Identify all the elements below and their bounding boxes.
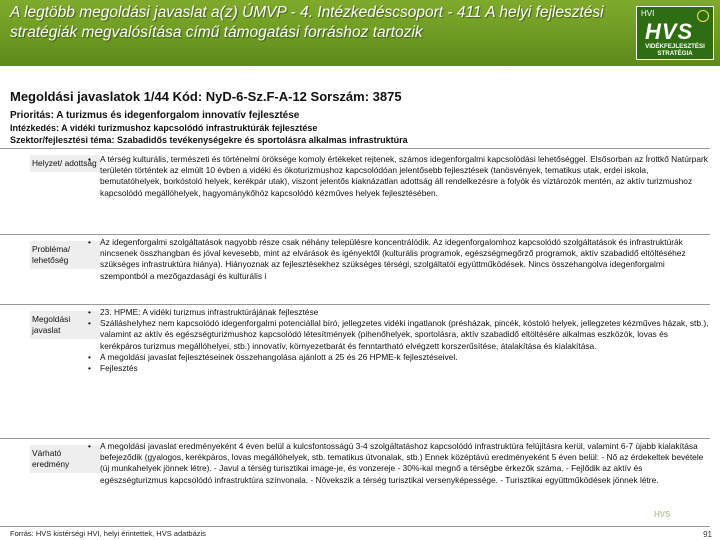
section-label: Helyzet/ adottság [30,155,100,172]
section-content [86,441,710,486]
list-item: • Fejlesztés [100,363,710,374]
section-divider [0,526,710,527]
section-content [86,237,710,282]
list-item: • 23. HPME: A vidéki turizmus infrastruktúrájának fejlesztése [100,307,710,318]
list-item: • A megoldási javaslat eredményeként 4 éven belül a kulcsfontosságú 3-4 szolgáltatáshoz kapcsolódó infrastruktúra felújításra kerül, valamint 6-7 újabb kialakítása befejeződik (gyalogos, kerékpáros, lovas megállóhelyek, stb. tematikus útvonalak, stb.) Ennek középtávú eredményeként 5 éven belül: - Nő az érdekeltek bevétele (új munkahelyek jönnek létre). - Javul a térség turisztikai image-je, és vonzereje - 30%-kal megnő a térségbe érkezők száma. - Fejlődik az aktív és egészségturizmus kapcsolódó infrastruktúra színvonala. - Növekszik a térség turisztikai versenyképessége. - Turisztikai együttműködések jönnek létre. [100,441,710,486]
section-label: Megoldási javaslat [30,311,100,339]
section-divider [0,304,710,305]
stars-icon [697,10,709,22]
intezkedes-line: Intézkedés: A vidéki turizmushoz kapcsolódó infrastruktúrák fejlesztése [10,123,318,133]
logo-top-text: HVI [641,9,655,18]
section-divider [0,234,710,235]
page-title: Megoldási javaslatok 1/44 Kód: NyD-6-Sz.F-A-12 Sorszám: 3875 [10,89,402,104]
section-label: Probléma/ lehetőség [30,241,100,269]
section-label: Várható eredmény [30,445,100,473]
szektor-line: Szektor/fejlesztési téma: Szabadidős tevékenységekre és sportolásra alkalmas infrastruktúra [10,135,408,145]
section-content [86,307,710,374]
logo-subtitle: VIDÉKFEJLESZTÉSI STRATÉGIA [645,43,705,57]
source-footer: Forrás: HVS kistérségi HVI, helyi érintettek, HVS adatbázis [10,529,206,538]
prioritas-line: Prioritás: A turizmus és idegenforgalom innovatív fejlesztése [10,110,300,121]
list-item: • A megoldási javaslat fejlesztéseinek összehangolása ajánlott a 25 és 26 HPME-k fejlesztéseivel. [100,352,710,363]
section-divider [0,438,710,439]
header-title: A legtöbb megoldási javaslat a(z) ÚMVP - 4. Intézkedéscsoport - 411 A helyi fejlesztési stratégiák megvalósítása című támogatási forráshoz tartozik [10,4,604,41]
section-content [86,154,710,199]
list-item: • Szálláshelyhez nem kapcsolódó idegenforgalmi potenciállal bíró, jellegzetes vidéki ingatlanok (présházak, pincék, kóstoló helyek, jellegzetes kézműves házak, stb.), valamint az aktív és egészségturizmushoz kapcsolódó létesítmények (pihenőhelyek, sportolásra, aktív szabadidő eltöltésére alkalmas eszközök, lovas és kerékpáros turizmus megállóhelyei, stb.) innovatív, környezetbarát és fenntartható elvégzett korszerűsítése, átalakítása és kialakítása. [100,318,710,352]
list-item: • A térség kulturális, természeti és történelmi öröksége komoly értékeket rejtenek, számos idegenforgalmi kapcsolódási lehetőséggel. Elsősorban az Írottkő Natúrpark területén történtek az elmúlt 10 évben a vidéki és ökoturizmushoz kapcsolódóan jelentősebb fejlesztések (tanösvények, tematikus utak, erdei iskola, bemutatóhelyek, borkóstoló helyek, kerékpár utak), viszont jelentős kiaknázatlan adottság áll rendelkezésre a folyók és víztározók mentén, az aktív turizmushoz kapcsolódó megállóhelyek, hagyománykőhöz kapcsolódó kézműves helyek fejlesztésében. [100,154,710,199]
logo-main-text: HVS [645,19,694,44]
list-item: • Az idegenforgalmi szolgáltatások nagyobb része csak néhány településre koncentrálódik. Az idegenforgalomhoz kapcsolódó szolgáltatások és infrastruktúrák nincsenek összhangban és jóval kevesebb, mint az elvárások és igényektől (kulturális programok, egészségmegőrző programok, aktív szabadidő eltöltéséhez szükséges infrastruktúra hiánya). Hiányoznak az fejlesztésekhez szükséges térségi, szolgáltatói együttműködések. Nincs összehangolva idegenforgalmi szempontból a mezőgazdasági és kulturális i [100,237,710,282]
watermark-logo: HVS [654,510,671,519]
header-banner [0,0,720,66]
hvs-logo [636,6,714,60]
section-divider [0,148,710,149]
page-number: 91 [703,530,712,539]
